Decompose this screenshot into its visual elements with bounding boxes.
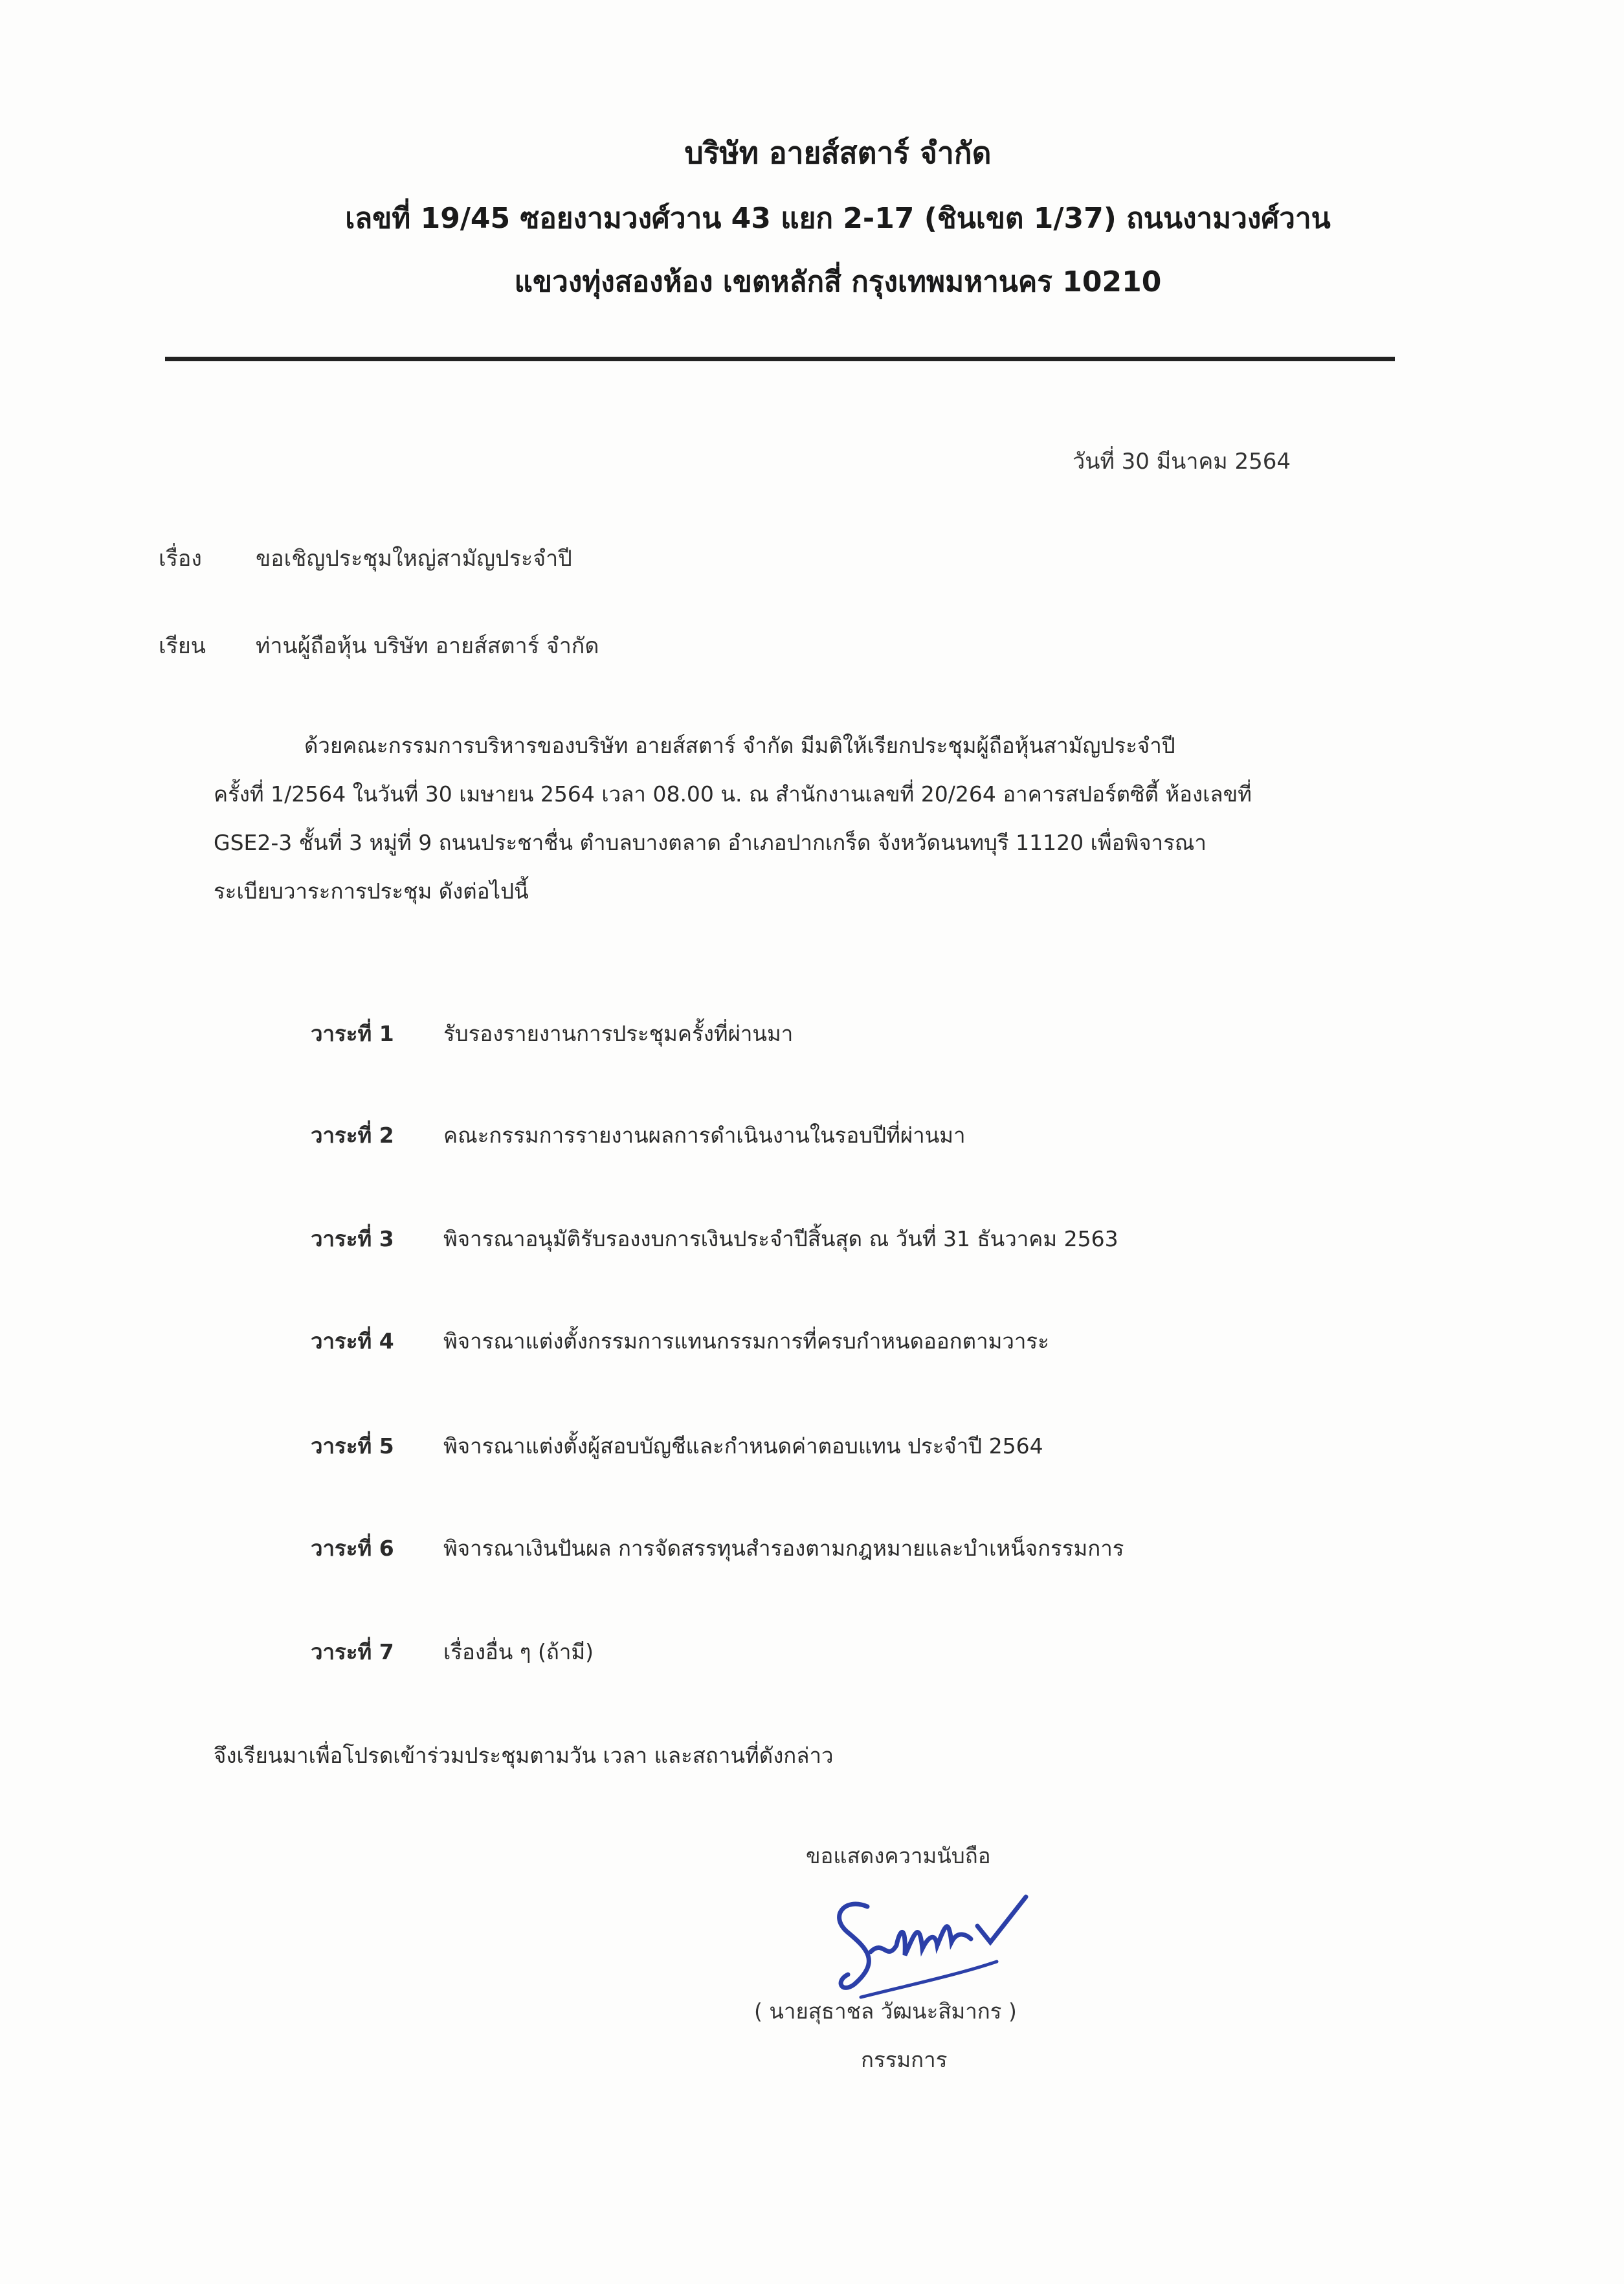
agenda-number: วาระที่ 7 bbox=[311, 1639, 394, 1664]
agenda-number: วาระที่ 6 bbox=[311, 1536, 394, 1561]
signature-image bbox=[822, 1877, 1036, 2007]
company-address-line1: เลขที่ 19/45 ซอยงามวงศ์วาน 43 แยก 2-17 (ชินเขต 1/37) ถนนงามวงศ์วาน bbox=[345, 202, 1331, 235]
agenda-item bbox=[311, 1118, 966, 1152]
subject-label: เรื่อง bbox=[159, 546, 202, 572]
signer-name: ( นายสุธาชล วัฒนะสิมากร ) bbox=[754, 1998, 1017, 2024]
subject-text: ขอเชิญประชุมใหญ่สามัญประจำปี bbox=[256, 546, 572, 572]
header-divider bbox=[165, 357, 1395, 361]
company-name: บริษัท อายส์สตาร์ จำกัด bbox=[684, 135, 992, 170]
agenda-item bbox=[311, 1222, 1118, 1256]
agenda-text: พิจารณาแต่งตั้งผู้สอบบัญชีและกำหนดค่าตอบแทน ประจำปี 2564 bbox=[443, 1433, 1043, 1459]
body-line-3: GSE2-3 ชั้นที่ 3 หมู่ที่ 9 ถนนประชาชื่น ตำบลบางตลาด อำเภอปากเกร็ด จังหวัดนนทบุรี 11120 เพื่อพิจารณา bbox=[214, 830, 1207, 855]
company-address-line2: แขวงทุ่งสองห้อง เขตหลักสี่ กรุงเทพมหานคร 10210 bbox=[514, 265, 1162, 298]
agenda-text: พิจารณาอนุมัติรับรองงบการเงินประจำปีสิ้นสุด ณ วันที่ 31 ธันวาคม 2563 bbox=[443, 1226, 1118, 1251]
agenda-item bbox=[311, 1016, 793, 1051]
agenda-number: วาระที่ 1 bbox=[311, 1021, 394, 1046]
agenda-text: พิจารณาแต่งตั้งกรรมการแทนกรรมการที่ครบกำหนดออกตามวาระ bbox=[443, 1328, 1049, 1354]
agenda-number: วาระที่ 5 bbox=[311, 1433, 394, 1459]
body-line-4: ระเบียบวาระการประชุม ดังต่อไปนี้ bbox=[214, 879, 529, 904]
recipient-label: เรียน bbox=[159, 633, 206, 659]
agenda-number: วาระที่ 3 bbox=[311, 1226, 394, 1251]
agenda-item bbox=[311, 1531, 1124, 1565]
closing-sentence: จึงเรียนมาเพื่อโปรดเข้าร่วมประชุมตามวัน เวลา และสถานที่ดังกล่าว bbox=[214, 1743, 834, 1768]
letter-date: วันที่ 30 มีนาคม 2564 bbox=[1073, 449, 1291, 475]
agenda-text: คณะกรรมการรายงานผลการดำเนินงานในรอบปีที่ผ่านมา bbox=[443, 1123, 966, 1148]
agenda-text: พิจารณาเงินปันผล การจัดสรรทุนสำรองตามกฎหมายและบำเหน็จกรรมการ bbox=[443, 1536, 1124, 1561]
agenda-text: รับรองรายงานการประชุมครั้งที่ผ่านมา bbox=[443, 1021, 794, 1046]
agenda-number: วาระที่ 2 bbox=[311, 1123, 394, 1148]
agenda-item bbox=[311, 1324, 1049, 1358]
agenda-item bbox=[311, 1635, 594, 1669]
agenda-text: เรื่องอื่น ๆ (ถ้ามี) bbox=[443, 1639, 594, 1664]
agenda-item bbox=[311, 1429, 1043, 1463]
recipient-text: ท่านผู้ถือหุ้น บริษัท อายส์สตาร์ จำกัด bbox=[256, 633, 599, 659]
regards-line: ขอแสดงความนับถือ bbox=[806, 1843, 991, 1868]
body-line-1: ด้วยคณะกรรมการบริหารของบริษัท อายส์สตาร์ จำกัด มีมติให้เรียกประชุมผู้ถือหุ้นสามัญประจำปี bbox=[304, 733, 1175, 758]
agenda-number: วาระที่ 4 bbox=[311, 1328, 394, 1354]
body-line-2: ครั้งที่ 1/2564 ในวันที่ 30 เมษายน 2564 เวลา 08.00 น. ณ สำนักงานเลขที่ 20/264 อาคารสปอร์ตซิตี้ ห้องเลขที่ bbox=[214, 781, 1252, 807]
signer-title: กรรมการ bbox=[861, 2047, 948, 2072]
